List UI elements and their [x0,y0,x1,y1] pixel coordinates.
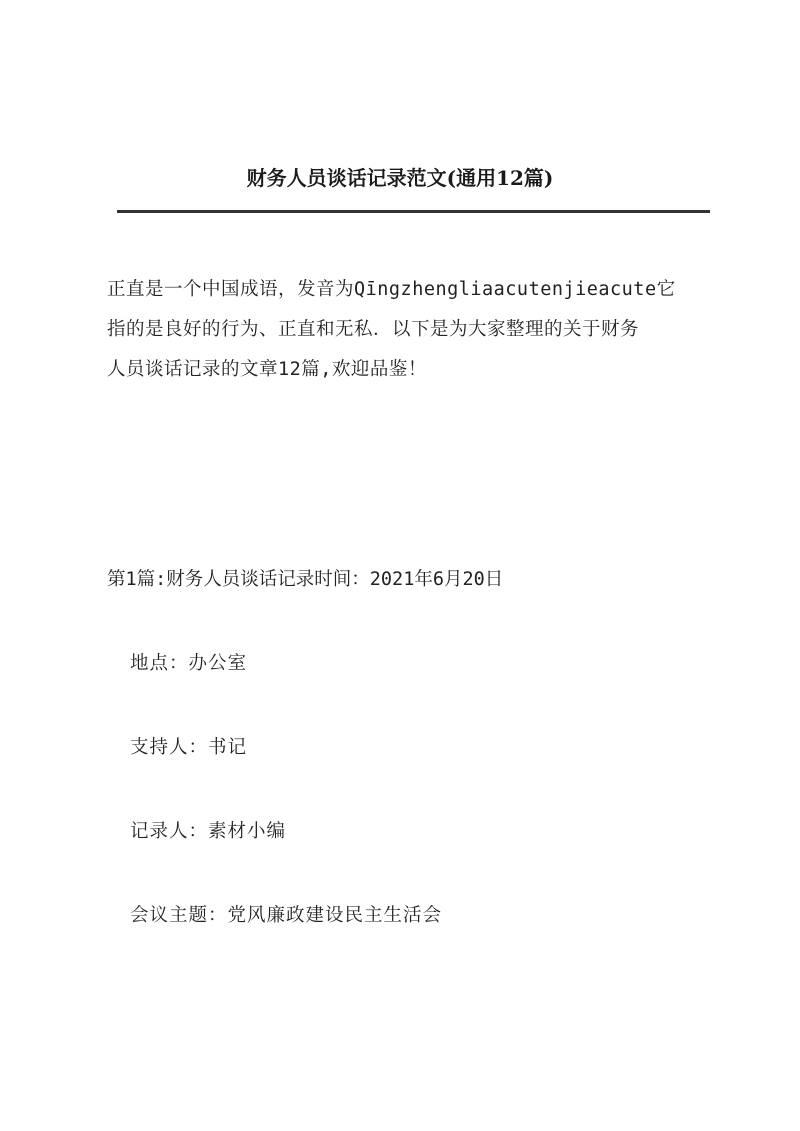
title-divider [117,210,710,213]
intro-line: 正直是一个中国成语，发音为Qīngzhengliaacutenjieacute它 [107,279,676,300]
field-topic: 会议主题：党风廉政建设民主生活会 [130,905,443,926]
field-recorder: 记录人：素材小编 [130,821,287,842]
document-title: 财务人员谈话记录范文(通用12篇) [246,166,554,190]
intro-paragraph [107,270,717,390]
section-heading: 第1篇:财务人员谈话记录时间：2021年6月20日 [107,569,504,590]
intro-line: 指的是良好的行为、正直和无私．以下是为大家整理的关于财务 [107,319,640,340]
intro-line: 人员谈话记录的文章12篇,欢迎品鉴！ [107,359,427,380]
field-location: 地点：办公室 [130,653,248,674]
field-host: 支持人：书记 [130,737,248,758]
